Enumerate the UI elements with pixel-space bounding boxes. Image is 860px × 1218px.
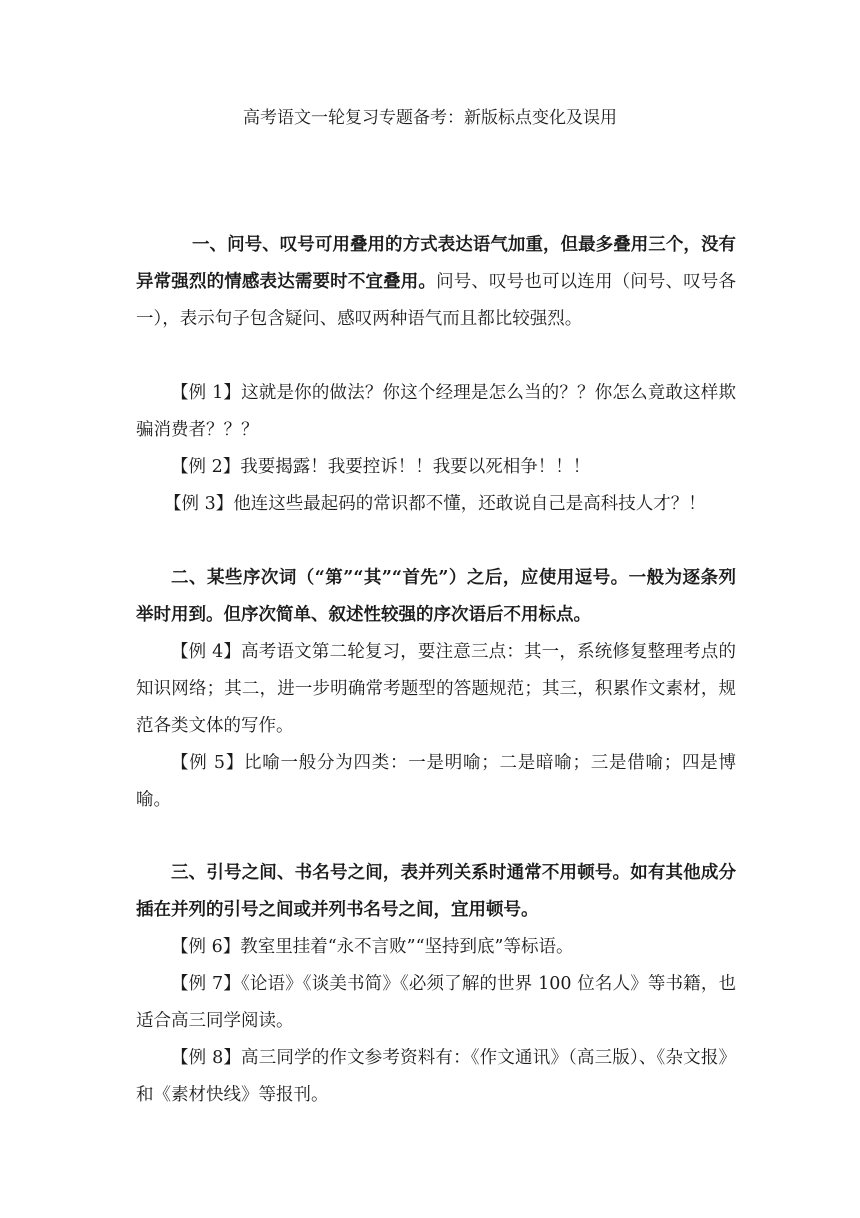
example-8: 【例 8】高三同学的作文参考资料有：《作文通讯》（高三版）、《杂文报》和《素材快线》等报刊。 [136,1048,736,1105]
example-5: 【例 5】比喻一般分为四类：一是明喻；二是暗喻；三是借喻；四是博喻。 [136,753,736,810]
section-1-heading: 一、问号、叹号可用叠用的方式表达语气加重，但最多叠用三个，没有异常强烈的情感表达需要时不宜叠用。 [136,235,736,292]
section-1-body: 问号、叹号也可以连用（问号、叹号各一），表示句子包含疑问、感叹两种语气而且都比较强烈。 [136,272,737,329]
example-2: 【例 2】我要揭露！我要控诉！！我要以死相争！！！ [171,457,591,477]
section-3-heading: 三、引号之间、书名号之间，表并列关系时通常不用顿号。如有其他成分插在并列的引号之间或并列书名号之间，宜用顿号。 [136,863,736,920]
section-1-paragraph [136,227,736,338]
example-7: 【例 7】《论语》《谈美书简》《必须了解的世界 100 位名人》等书籍，也适合高三同学阅读。 [136,974,736,1031]
example-1: 【例 1】这就是你的做法？你这个经理是怎么当的？？你怎么竟敢这样欺骗消费者？？？ [136,383,736,440]
section-2-heading: 二、某些序次词（“第”“其”“首先”）之后，应使用逗号。一般为逐条列举时用到。但序次简单、叙述性较强的序次语后不用标点。 [136,568,736,625]
example-4: 【例 4】高考语文第二轮复习，要注意三点：其一，系统修复整理考点的知识网络；其二，进一步明确常考题型的答题规范；其三，积累作文素材，规范各类文体的写作。 [136,642,736,736]
example-6: 【例 6】教室里挂着“永不言败”“坚持到底”等标语。 [171,937,574,957]
example-3: 【例 3】他连这些最起码的常识都不懂，还敢说自己是高科技人才？！ [164,494,706,514]
document-title: 高考语文一轮复习专题备考：新版标点变化及误用 [243,108,617,128]
